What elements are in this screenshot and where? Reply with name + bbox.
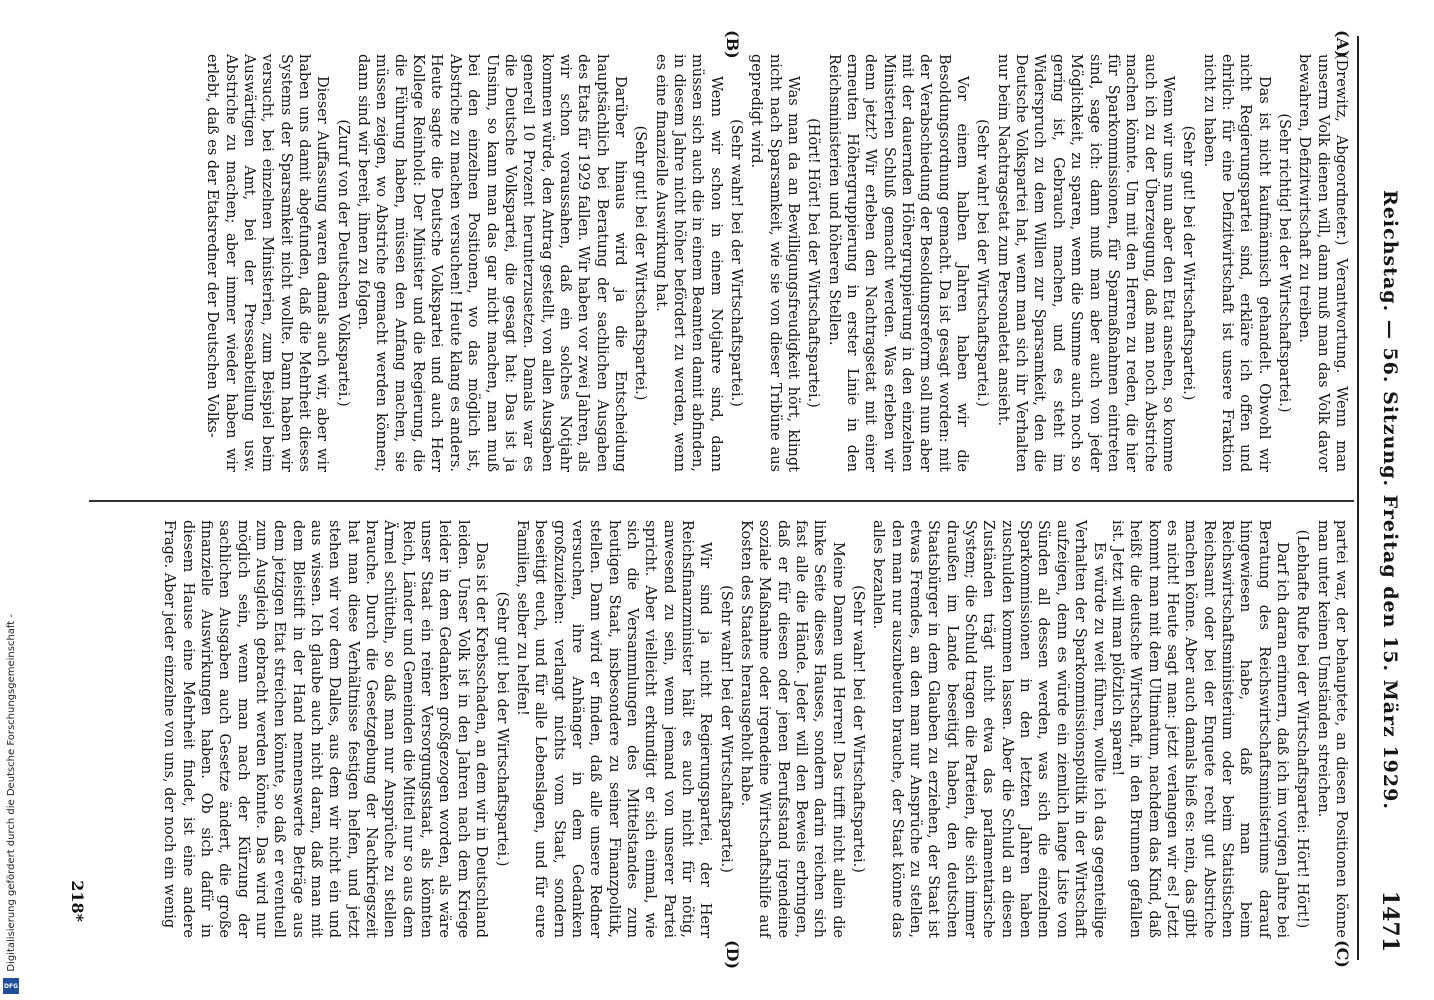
margin-mark-d: (D) (723, 940, 742, 970)
interjection: (Sehr wahr! bei der Wirtschaftspartei.) (728, 119, 744, 407)
paragraph: Wenn wir uns nun aber den Etat ansehen, so komme auch ich zu der Überzeugung, daß man noch Abstriche machen könnte. Um mit den Herren zu reden, die hier für Sparkommissionen, für Sparmaßnahmen eintreten sind, sage ich: dann muß man aber auch von jeder Möglichkeit, zu sparen, wenn die Summe auch noch so gering ist, Gebrauch machen, und es steht im Widerspruch zu dem Willen zur Sparsamkeit, den die Deutsche Volkspartei hat, wenn man sich ihr Verhalten nur beim Nachtragsetat zum Personaletat ansieht. (994, 54, 1176, 472)
paragraph: Was man da an Bewilligungsfreudigkeit hört, klingt nicht nach Sparsamkeit, wie sie von dieser Tribüne aus gepredigt wird. (748, 54, 802, 472)
page-header (1357, 0, 1415, 1000)
paragraph: Wenn wir schon in einem Notjahre sind, dann müssen sich auch die in einem Beamten damit abfinden, in diesem Jahre nicht höher befördert zu werden, wenn es eine finanzielle Auswirkung hat. (652, 54, 724, 472)
right-column (160, 520, 1350, 938)
dfg-logo-icon: DFG (3, 978, 19, 994)
interjection: (Zuruf von der Deutschen Volkspartei.) (334, 119, 351, 407)
header-rule (1357, 36, 1359, 960)
left-column (203, 54, 1350, 472)
paragraph: Das ist nicht kaufmännisch gehandelt. Obwohl wir nicht Regierungspartei sind, erkläre ich offen und ehrlich: für eine Defizitwirtschaft ist unsere Fraktion nicht zu haben. (1200, 54, 1272, 472)
digitization-credit: Digitalisierung gefördert durch die Deutsche Forschungsgemeinschaft - (5, 614, 17, 972)
scan-sidebar (0, 0, 22, 1000)
column-divider (89, 500, 1354, 502)
paragraph: Vor einem halben Jahren haben wir die Besoldungsordnung gemacht. Da ist gesagt worden: mit der Verabschiedung der Besoldungsreform soll nun aber mit der dauernden Höhergruppierung in den einzelnen Ministerien Schluß gemacht werden. Was erleben wir denn jetzt? Wir erleben den Nachtragsetat mit einer erneuten Höhergruppierung in erster Linie in den Reichsministerien und höheren Stellen. (825, 54, 971, 472)
interjection: (Sehr richtig! bei der Wirtschaftspartei.) (1275, 113, 1292, 413)
paragraph: Dieser Auffassung waren damals auch wir, aber wir haben uns damit abgefunden, daß die Mehrheit dieses Systems der Sparsamkeit nicht wollte. Dann haben wir versucht, bei einzelnen Ministerien, zum Beispiel beim Auswärtigen Amt, bei der Presseabteilung usw. Abstriche zu machen; aber immer wieder haben wir erlebt, daß es der Etatsredner der Deutschen Volks- (204, 54, 331, 472)
paragraph: Darf ich daran erinnern, daß ich im vorigen Jahre bei Beratung des Reichswirtschaftsministeriums darauf hingewiesen habe, daß man beim Reichswirtschaftsministerium oder beim Statistischen Reichsamt oder bei der Enquete recht gut Abstriche machen könne. Aber auch damals hieß es: nein, das gibt es nicht! Heute sagt man: jetzt verlangen wir es! Jetzt kommt man mit dem Ultimatum, nachdem das Kind, daß heißt die deutsche Wirtschaft, in den Brunnen gefallen ist. Jetzt will man plötzlich sparen! (1108, 520, 1290, 938)
interjection: (Hört! Hört! bei der Wirtschaftspartei.) (805, 118, 822, 408)
paragraph: Darüber hinaus wird ja die Entscheidung hauptsächlich bei Beratung der sachlichen Ausgaben des Etats für 1929 fallen. Wir haben vor zwei Jahren, als wir schon voraussahen, daß ein solches Notjahr kommen würde, den Antrag gestellt, von allen Ausgaben generell 10 Prozent herunterzusetzen. Damals war es die Deutsche Volkspartei, die gesagt hat: Das ist ja Unsinn, so kann man das gar nicht machen, man muß bei den einzelnen Positionen, wo das möglich ist, Abstriche zu machen versuchen! Heute klang es anders. Heute sagte die Deutsche Volkspartei und auch Herr Kollege Reinhold: Der Minister und die Regierung, die die Führung haben, müssen den Anfang machen, sie müssen zeigen, wo Abstriche gemacht werden können; dann sind wir bereit, ihnen zu folgen. (355, 54, 628, 472)
interjection: (Sehr wahr! bei der Wirtschaftspartei.) (717, 585, 734, 873)
margin-mark-c: (C) (1333, 940, 1352, 968)
paragraph: (Drewitz, Abgeordneter.) Verantwortung. Wenn man unserm Volk dienen will, dann muß man das Volk davor bewahren, Defizitwirtschaft zu treiben. (1296, 54, 1349, 472)
paragraph: Wir sind ja nicht Regierungspartei, der Herr Reichsfinanzminister hält es auch nicht für nötig, anwesend zu sein, wenn jemand von unserer Partei spricht. Aber vielleicht erkundigt er sich einmal, wie sich die Versammlungen des Mittelstandes zum heutigen Staat, insbesondere zu seiner Finanzpolitik, stellen. Dann wird er finden, daß alle unsere Redner versuchen, ihre Anhänger in dem Gedanken großzuziehen: verlangt nichts vom Staat, sondern beseitigt euch, und für alle Lebenslagen, und für eure Familien, selber zu helfen! (513, 520, 714, 938)
margin-mark-a: (A) (1333, 30, 1352, 58)
interjection: (Sehr gut! bei der Wirtschaftspartei.) (632, 125, 649, 401)
page-number: 1471 (1377, 890, 1403, 952)
paragraph: Es würde zu weit führen, wollte ich das gegenteilige Verhalten der Sparkommissionspolitik in der Wirtschaft aufzeigen, denn es würde ein ziemlich lange Liste von Sünden all dessen werden, was sich die einzelnen Sparkommissionen in den letzten Jahren haben zuschulden kommen lassen. Aber die Schuld an diesen Zuständen trägt nicht etwa das parlamentarische System; die Schuld tragen die Parteien, die sich immer draußen im Lande beseitigt haben, den deutschen Staatsbürger in dem Glauben zu erziehen, der Staat ist etwas Fremdes, an den man nur Ansprüche zu stellen, den man nur auszubeuten brauche, der Staat könne das alles bezahlen. (870, 520, 1107, 938)
signature-mark: 218* (68, 880, 87, 922)
interjection: (Sehr wahr! bei der Wirtschaftspartei.) (974, 119, 991, 407)
interjection: (Lebhafte Rufe bei der Wirtschaftspartei: Hört! Hört!) (1294, 529, 1311, 929)
paragraph: partei war, der behauptete, an diesen Positionen könne man unter keinen Umständen streichen. (1314, 520, 1349, 938)
interjection: (Sehr gut! bei der Wirtschaftspartei.) (493, 591, 510, 867)
paragraph: Das ist der Krebsschaden, an dem wir in Deutschland leiden. Unser Volk ist in den Jahren nach dem Kriege leider in dem Gedanken großgezogen worden, als wäre unser Staat ein reiner Versorgungsstaat, als könnten Reich, Länder und Gemeinden die Mittel nur so aus dem Ärmel schütteln, so daß man nur Ansprüche zu stellen brauche. Durch die Gesetzgebung der Nachkriegszeit hat man diese Verhältnisse festigen helfen, und jetzt stehen wir vor dem Dalles, aus dem wir nicht ein und aus wissen. Ich glaube auch nicht daran, daß man mit dem Bleistift in der Hand nennenswerte Beträge aus dem jetzigen Etat streichen könnte, so daß er eventuell zum Ausgleich gebracht werden könnte. Das wird nur möglich sein, wenn man nach der Kürzung der sachlichen Ausgaben auch Gesetze ändert, die große finanzielle Auswirkungen haben. Ob sich dafür in diesem Hause eine Mehrheit findet, ist eine andere Frage. Aber jeder einzelne von uns, der noch ein wenig (161, 520, 490, 938)
interjection: (Sehr gut! bei der Wirtschaftspartei.) (1180, 125, 1197, 401)
interjection: (Sehr wahr! bei der Wirtschaftspartei.) (850, 585, 867, 873)
document-page (36, 0, 1434, 1000)
page-title: Reichstag. — 56. Sitzung. Freitag den 15. März 1929. (1379, 190, 1401, 810)
paragraph: Meine Damen und Herren! Das trifft nicht allein die linke Seite dieses Hauses, sondern darin reichen sich fast alle die Hände. Jeder will den Beweis erbringen, daß er für diesen oder jenen Berufsstand irgendeine soziale Maßnahme oder irgendeine Wirtschaftshilfe auf Kosten des Staates herausgeholt habe. (738, 520, 846, 938)
margin-mark-b: (B) (723, 30, 742, 59)
